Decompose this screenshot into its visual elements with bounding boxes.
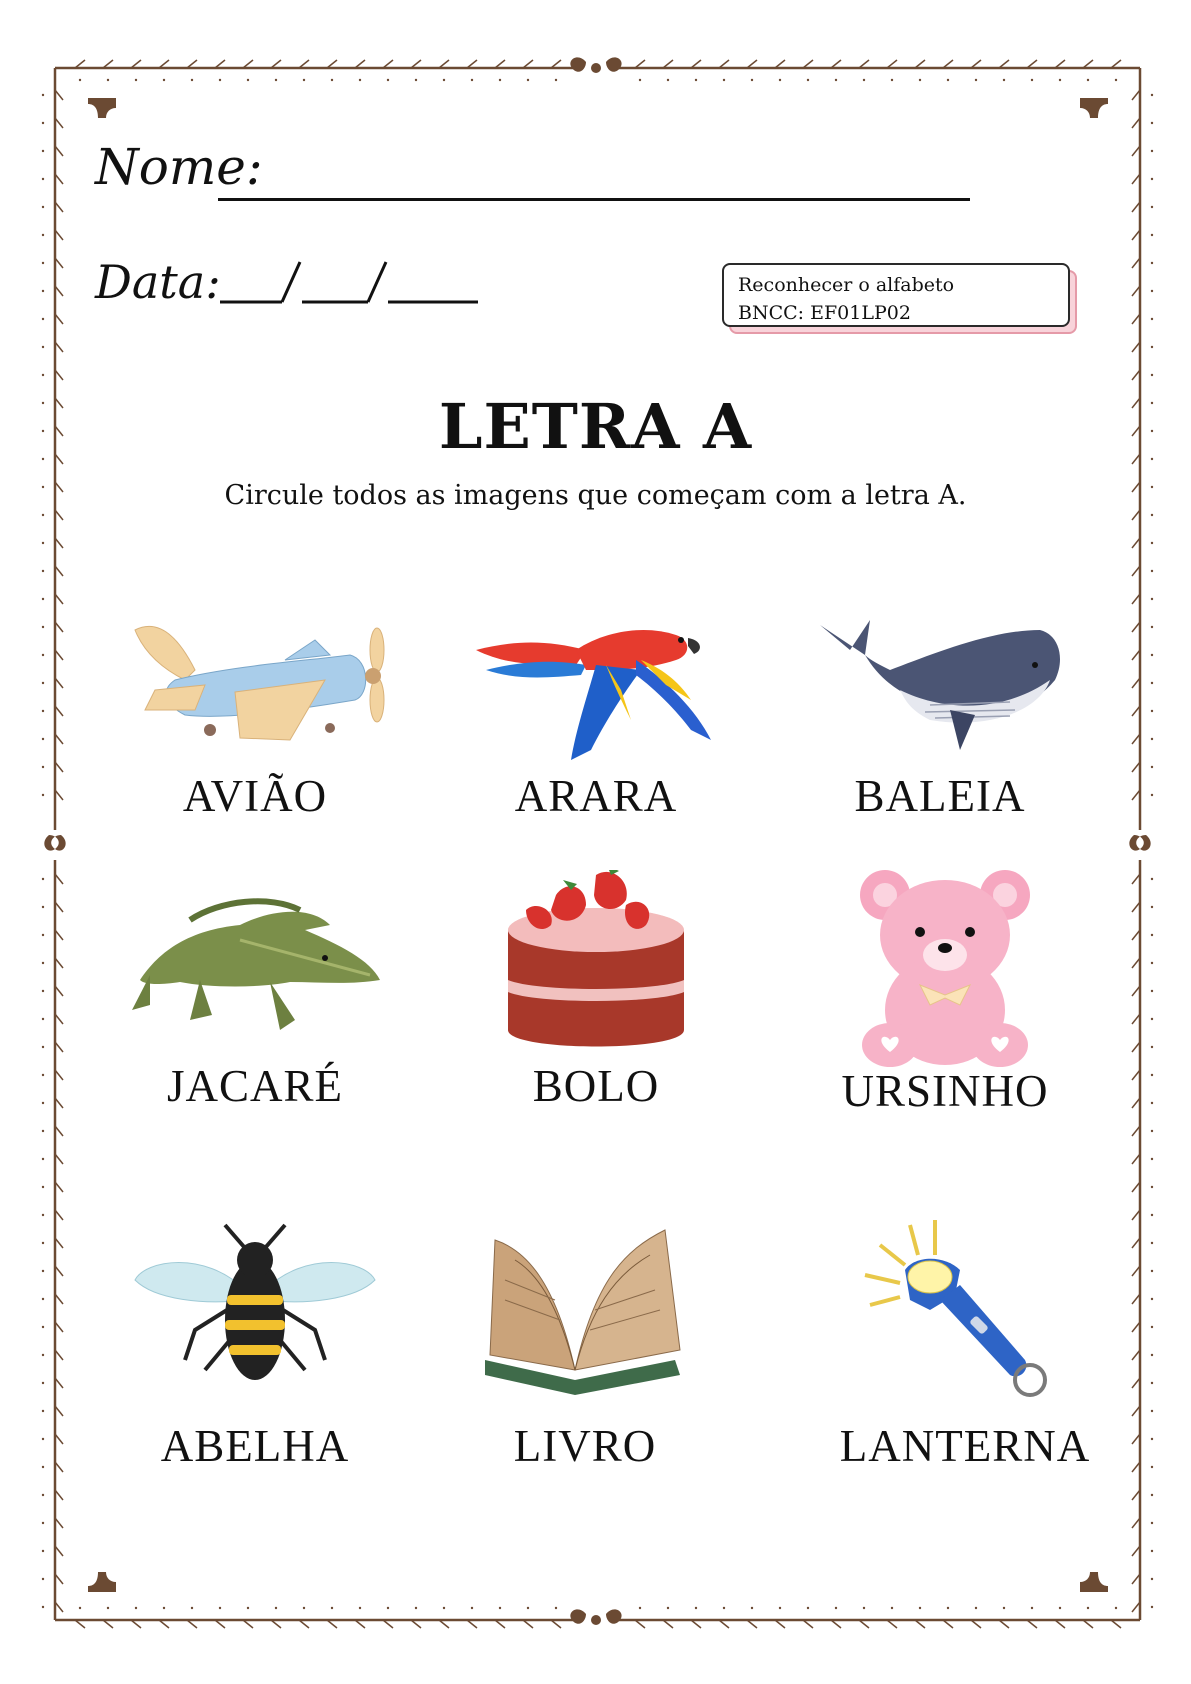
item-word: ARARA: [514, 771, 678, 821]
date-label: Data:: [95, 255, 221, 309]
tag-bncc-code: BNCC: EF01LP02: [738, 302, 911, 324]
macaw-icon: [466, 610, 726, 760]
item-word: URSINHO: [841, 1066, 1049, 1116]
item-word: ABELHA: [160, 1421, 350, 1471]
item-cell-arara[interactable]: [446, 610, 746, 820]
book-icon: [475, 1220, 695, 1400]
item-cell-abelha[interactable]: [105, 1220, 405, 1470]
item-word: BOLO: [532, 1061, 660, 1111]
item-cell-ursinho[interactable]: [795, 860, 1095, 1120]
item-cell-bolo[interactable]: [446, 870, 746, 1110]
tag-content: [722, 263, 1070, 327]
alligator-icon: [120, 870, 390, 1040]
flashlight-icon: [860, 1215, 1070, 1405]
whale-icon: [810, 610, 1070, 760]
item-cell-lanterna[interactable]: [815, 1215, 1115, 1470]
item-cell-aviao[interactable]: [105, 610, 405, 820]
item-cell-livro[interactable]: [435, 1220, 735, 1470]
item-word: LANTERNA: [839, 1421, 1091, 1471]
item-word: BALEIA: [854, 771, 1026, 821]
name-label: Nome:: [95, 138, 263, 196]
item-cell-jacare[interactable]: [105, 870, 405, 1110]
date-blanks[interactable]: [220, 250, 480, 310]
teddy-bear-icon: [850, 860, 1040, 1070]
item-word: AVIÃO: [182, 771, 328, 821]
airplane-icon: [115, 610, 395, 760]
cake-icon: [496, 870, 696, 1060]
item-cell-baleia[interactable]: [790, 610, 1090, 820]
name-blank-line[interactable]: [218, 198, 970, 201]
page-title: LETRA A: [438, 390, 753, 463]
tag-skill-text: Reconhecer o alfabeto: [738, 274, 955, 296]
skill-tag: [722, 263, 1070, 327]
item-word: JACARÉ: [166, 1061, 344, 1111]
item-word: LIVRO: [513, 1421, 657, 1471]
bee-icon: [125, 1220, 385, 1390]
instruction-text: Circule todos as imagens que começam com a letra A.: [224, 480, 967, 511]
